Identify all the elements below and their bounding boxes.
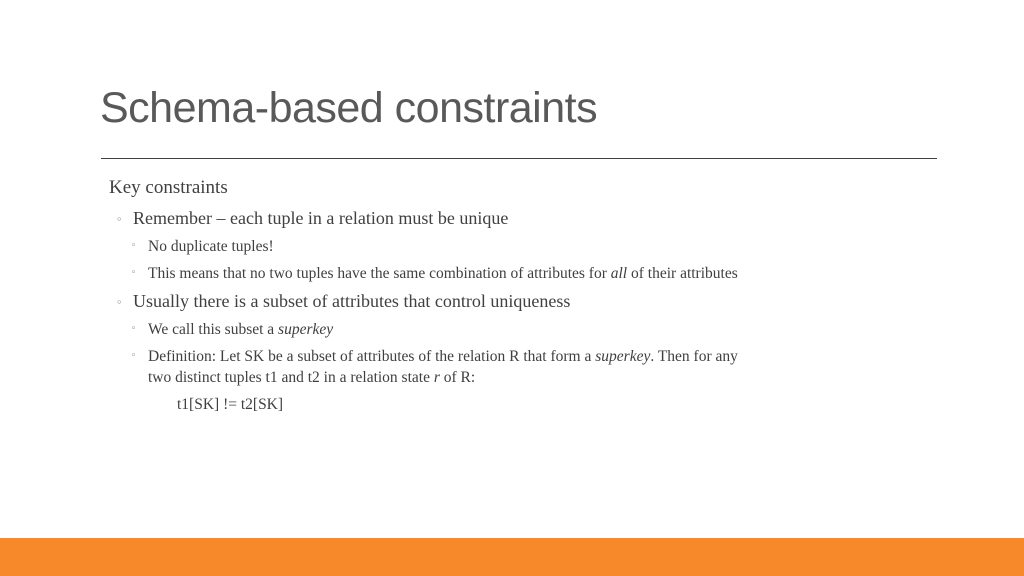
emphasis-all: all <box>610 265 628 282</box>
formula: t1[SK] != t2[SK] <box>177 396 284 413</box>
item-same-combination <box>148 265 738 283</box>
bullet-icon: ◦ <box>131 324 137 334</box>
bullet-icon: ◦ <box>116 296 123 309</box>
item-subset-uniqueness: Usually there is a subset of attributes that control uniqueness <box>133 291 571 311</box>
text: . Then for any <box>650 348 738 365</box>
text: of their attributes <box>627 265 738 282</box>
emphasis-superkey: superkey <box>595 348 651 365</box>
bullet-icon: ◦ <box>116 213 123 226</box>
text: We call this subset a <box>148 321 279 338</box>
emphasis-r: r <box>433 369 440 386</box>
heading-key-constraints: Key constraints <box>109 177 228 198</box>
text: of R: <box>439 369 476 386</box>
item-no-duplicates: No duplicate tuples! <box>148 238 274 255</box>
title-divider <box>101 158 937 159</box>
emphasis-superkey: superkey <box>278 321 334 338</box>
text: two distinct tuples t1 and t2 in a relation state <box>148 369 434 386</box>
bullet-icon: ◦ <box>131 351 137 361</box>
footer-accent-bar <box>0 538 1024 576</box>
bullet-icon: ◦ <box>131 241 137 251</box>
text: This means that no two tuples have the same combination of attributes for <box>148 265 611 282</box>
slide-title: Schema-based constraints <box>100 84 598 132</box>
item-definition-line2 <box>148 369 475 387</box>
item-remember: Remember – each tuple in a relation must be unique <box>133 208 509 228</box>
item-definition-line1 <box>148 348 738 366</box>
bullet-icon: ◦ <box>131 268 137 278</box>
text: Definition: Let SK be a subset of attributes of the relation R that form a <box>148 348 596 365</box>
item-superkey <box>148 321 333 339</box>
